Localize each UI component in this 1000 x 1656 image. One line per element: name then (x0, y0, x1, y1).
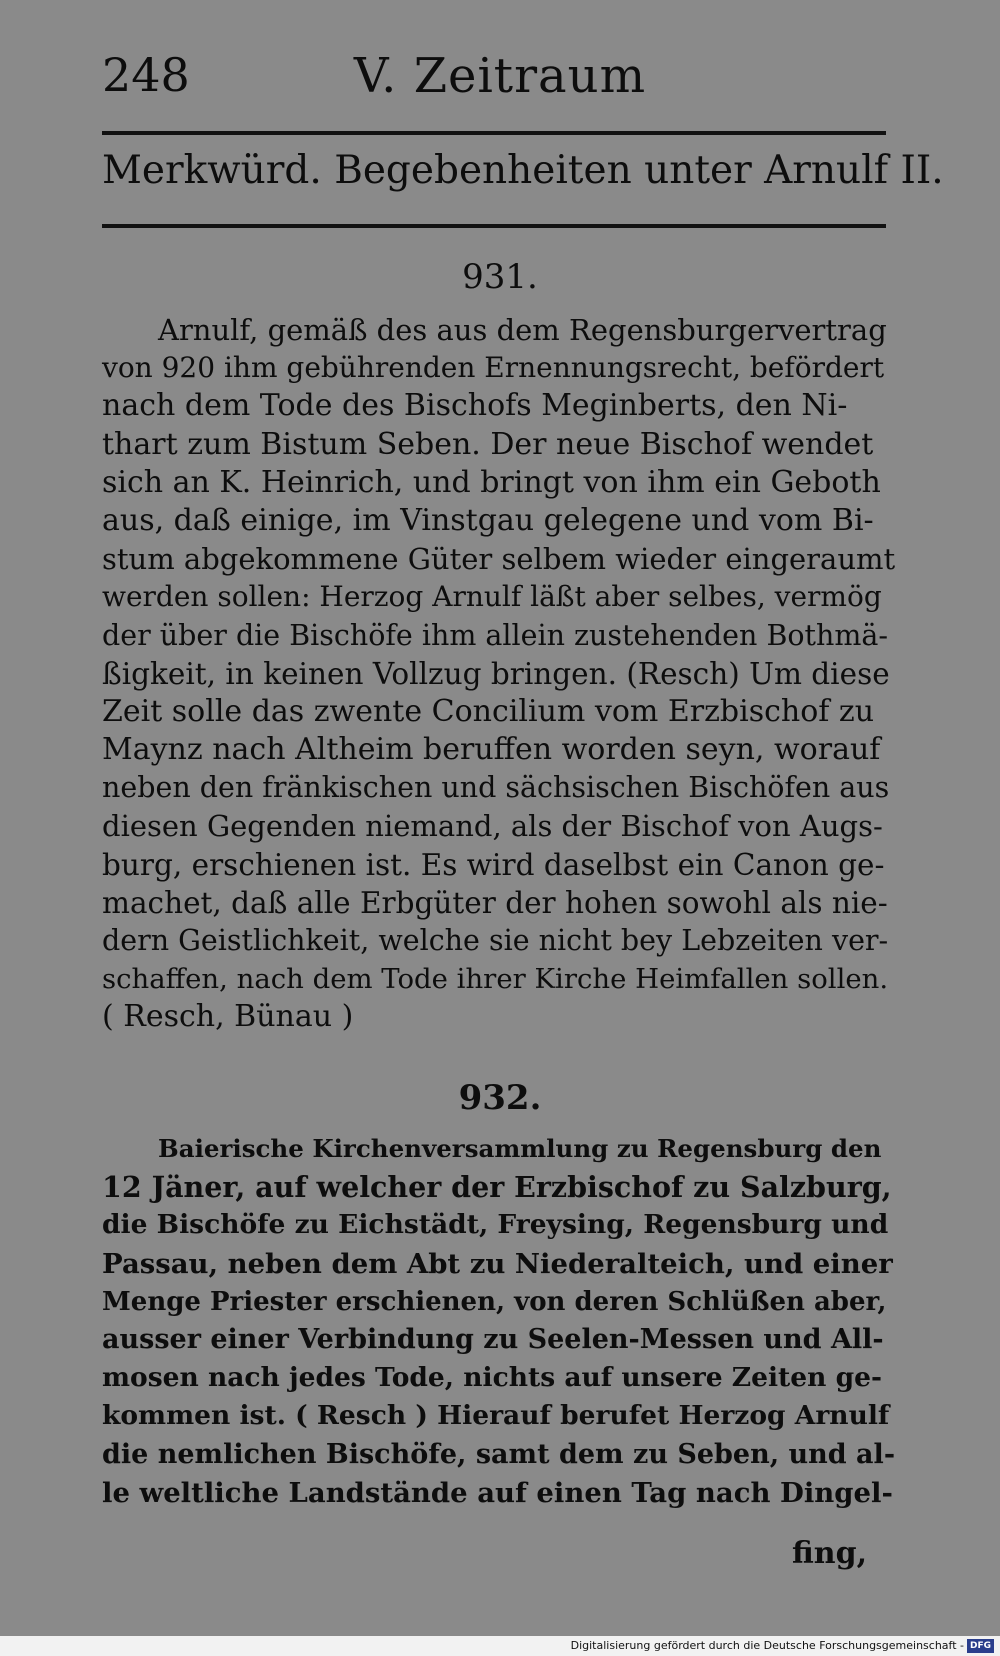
text-line: thart zum Bistum Seben. Der neue Bischof wendet (102, 426, 874, 462)
year-heading-932: 932. (458, 1078, 542, 1118)
text-line: neben den fränkischen und sächsischen Bischöfen aus (102, 771, 890, 805)
text-line: ausser einer Verbindung zu Seelen-Messen und All- (102, 1323, 884, 1355)
text-line: kommen ist. ( Resch ) Hierauf berufet Herzog Arnulf (102, 1400, 890, 1432)
running-title: V. Zeitraum (353, 48, 647, 104)
text-line: nach dem Tode des Bischofs Meginberts, den Ni- (102, 388, 848, 424)
text-line: der über die Bischöfe ihm allein zustehenden Bothmä- (102, 618, 889, 652)
paragraph-932 (102, 1130, 894, 1512)
text-line: ßigkeit, in keinen Vollzug bringen. (Resch) Um diese (102, 656, 890, 691)
text-line: die nemlichen Bischöfe, samt dem zu Seben, und al- (102, 1438, 896, 1470)
text-line: Arnulf, gemäß des aus dem Regensburgervertrag (158, 313, 887, 347)
footer-bar (0, 1636, 1000, 1656)
catchword: fing, (792, 1536, 868, 1571)
text-line: von 920 ihm gebührenden Ernennungsrecht, befördert (102, 351, 885, 385)
text-line: werden sollen: Herzog Arnulf läßt aber selbes, vermög (102, 580, 882, 614)
text-line: sich an K. Heinrich, und bringt von ihm ein Geboth (102, 464, 881, 500)
text-line: Passau, neben dem Abt zu Niederalteich, und einer (102, 1247, 893, 1280)
text-line: Zeit solle das zwente Concilium vom Erzbischof zu (102, 693, 875, 729)
page-number: 248 (102, 48, 190, 102)
heading-rule (102, 224, 886, 228)
text-line: aus, daß einige, im Vinstgau gelegene und vom Bi- (102, 502, 874, 538)
text-line: Maynz nach Altheim beruffen worden seyn, worauf (102, 732, 881, 768)
text-line: machet, daß alle Erbgüter der hohen sowohl als nie- (102, 885, 888, 920)
text-line: 12 Jäner, auf welcher der Erzbischof zu Salzburg, (102, 1170, 892, 1205)
text-line: die Bischöfe zu Eichstädt, Freysing, Regensburg und (102, 1209, 889, 1241)
paragraph-931 (102, 311, 894, 1037)
text-line: burg, erschienen ist. Es wird daselbst ein Canon ge- (102, 847, 885, 882)
section-heading: Merkwürd. Begebenheiten unter Arnulf II. (102, 148, 944, 193)
text-line: dern Geistlichkeit, welche sie nicht bey Lebzeiten ver- (102, 924, 889, 957)
text-line: Menge Priester erschienen, von deren Schlüßen aber, (102, 1286, 887, 1317)
text-line: le weltliche Landstände auf einen Tag nach Dingel- (102, 1476, 893, 1509)
dfg-logo: DFG (967, 1639, 994, 1653)
footer-credit-text: Digitalisierung gefördert durch die Deutsche Forschungsgemeinschaft - (570, 1639, 964, 1652)
top-rule (102, 131, 886, 135)
text-line: ( Resch, Bünau ) (102, 999, 354, 1035)
year-heading-931: 931. (462, 257, 538, 297)
text-line: Baierische Kirchenversammlung zu Regensburg den (158, 1134, 882, 1163)
text-line: diesen Gegenden niemand, als der Bischof von Augs- (102, 809, 883, 844)
text-line: schaffen, nach dem Tode ihrer Kirche Heimfallen sollen. (102, 963, 889, 996)
text-line: mosen nach jedes Tode, nichts auf unsere Zeiten ge- (102, 1362, 883, 1394)
text-line: stum abgekommene Güter selbem wieder eingeraumt (102, 542, 896, 577)
